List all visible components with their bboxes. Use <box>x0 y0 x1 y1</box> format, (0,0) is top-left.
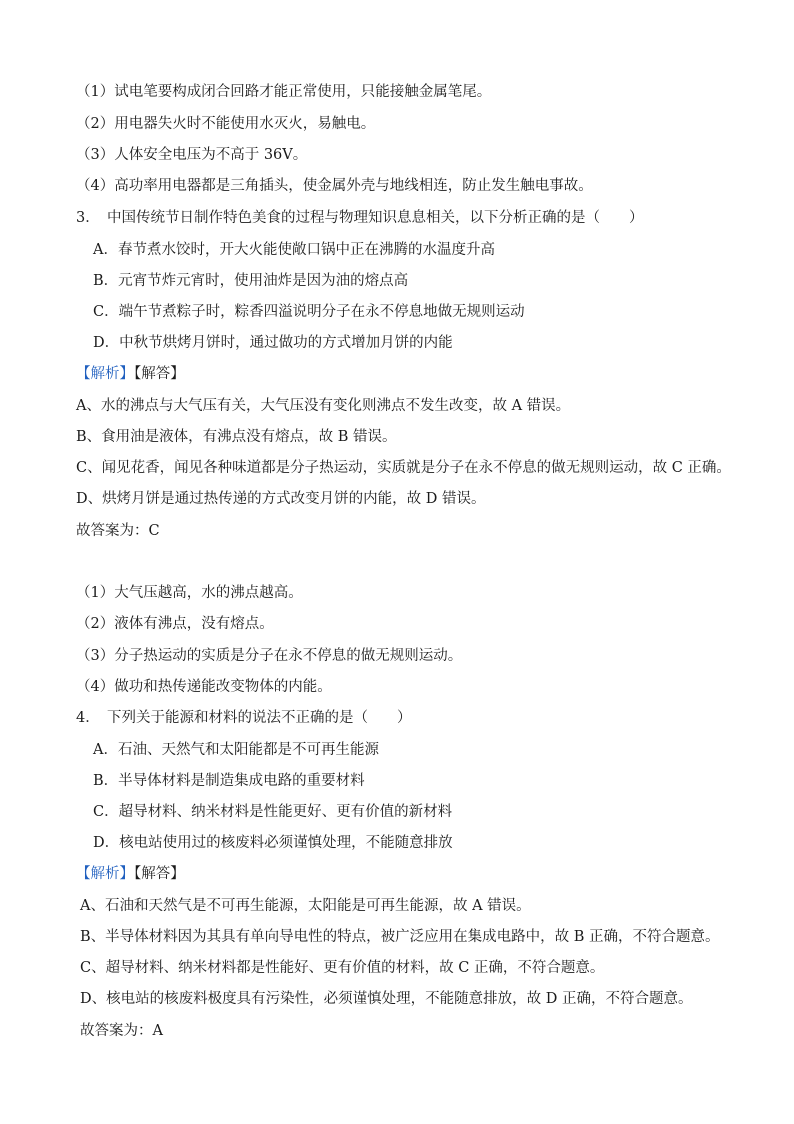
q3-option-d: D．中秋节烘烤月饼时，通过做功的方式增加月饼的内能 <box>93 335 453 351</box>
q3-option-c: C．端午节煮粽子时，粽香四溢说明分子在永不停息地做无规则运动 <box>93 304 525 320</box>
q4-solution-line: A、石油和天然气是不可再生能源，太阳能是可再生能源，故 A 错误。 <box>80 898 531 914</box>
q3-knowledge-point: （1）大气压越高，水的沸点越高。 <box>76 585 303 601</box>
q4-solution-line: B、半导体材料因为其具有单向导电性的特点，被广泛应用在集成电路中，故 B 正确，不符合题意。 <box>80 929 720 945</box>
q4-option-b: B．半导体材料是制造集成电路的重要材料 <box>93 773 365 789</box>
q3-knowledge-point: （2）液体有沸点，没有熔点。 <box>76 616 274 632</box>
knowledge-point: （2）用电器失火时不能使用水灭火，易触电。 <box>76 116 376 132</box>
question-4-stem: 4． 下列关于能源和材料的说法不正确的是（ ） <box>76 710 412 726</box>
q3-knowledge-point: （4）做功和热传递能改变物体的内能。 <box>76 679 332 695</box>
q3-solution-line: B、食用油是液体，有沸点没有熔点，故 B 错误。 <box>76 429 397 445</box>
q4-analysis-header <box>76 864 185 884</box>
q3-solution-line: A、水的沸点与大气压有关，大气压没有变化则沸点不发生改变，故 A 错误。 <box>76 398 571 414</box>
q3-knowledge-point: （3）分子热运动的实质是分子在永不停息的做无规则运动。 <box>76 648 463 664</box>
q4-option-a: A．石油、天然气和太阳能都是不可再生能源 <box>93 742 379 758</box>
q4-solution-line: D、核电站的核废料极度具有污染性，必须谨慎处理，不能随意排放，故 D 正确，不符合题意。 <box>80 991 693 1007</box>
q4-option-d: D．核电站使用过的核废料必须谨慎处理，不能随意排放 <box>93 835 453 851</box>
answer-tag: 【解答】 <box>134 866 185 882</box>
q3-solution-line: D、烘烤月饼是通过热传递的方式改变月饼的内能，故 D 错误。 <box>76 491 486 507</box>
q4-final-answer: 故答案为：A <box>80 1023 163 1039</box>
knowledge-point: （3）人体安全电压为不高于 36V。 <box>76 147 308 163</box>
question-3-stem: 3． 中国传统节日制作特色美食的过程与物理知识息息相关，以下分析正确的是（ ） <box>76 210 644 226</box>
answer-tag: 【解答】 <box>134 366 185 382</box>
q4-solution-line: C、超导材料、纳米材料都是性能好、更有价值的材料，故 C 正确，不符合题意。 <box>80 960 605 976</box>
analysis-tag: 【解析】 <box>76 366 134 382</box>
q3-final-answer: 故答案为：C <box>76 523 160 539</box>
q4-option-c: C．超导材料、纳米材料是性能更好、更有价值的新材料 <box>93 804 453 820</box>
q3-solution-line: C、闻见花香，闻见各种味道都是分子热运动，实质就是分子在永不停息的做无规则运动，故 C 正确。 <box>76 460 731 476</box>
knowledge-point: （4）高功率用电器都是三角插头，使金属外壳与地线相连，防止发生触电事故。 <box>76 178 593 194</box>
q3-option-a: A．春节煮水饺时，开大火能使敞口锅中正在沸腾的水温度升高 <box>93 242 495 258</box>
q3-analysis-header <box>76 364 185 384</box>
analysis-tag: 【解析】 <box>76 866 134 882</box>
q3-option-b: B．元宵节炸元宵时，使用油炸是因为油的熔点高 <box>93 273 409 289</box>
knowledge-point: （1）试电笔要构成闭合回路才能正常使用，只能接触金属笔尾。 <box>76 84 492 100</box>
